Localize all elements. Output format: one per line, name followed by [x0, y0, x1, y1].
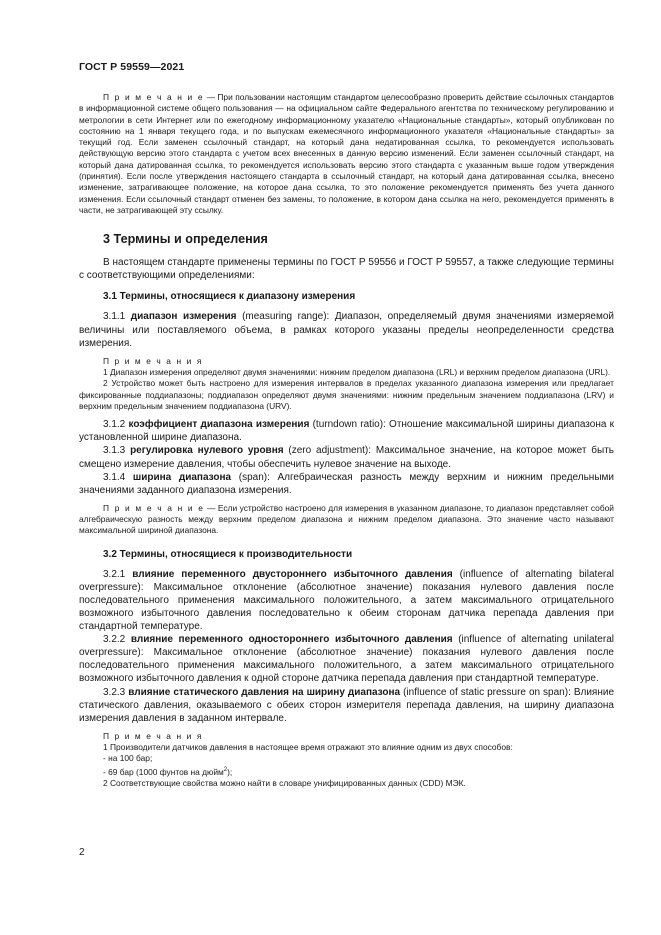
notes-label-text: П р и м е ч а н и я [103, 355, 203, 366]
notes-label [79, 356, 614, 367]
term-definition: (zero adjustment): Максимальное значение, на которое может быть смещено измерение давления, чтобы обеспечить нулевое значение на выходе. [79, 445, 614, 470]
note-3-1-1-2: 2 Устройство может быть настроено для измерения интервалов в пределах указанного диапазона измерения или предлагает фиксированные поддиапазоны; поддиапазон определяют двумя значениями: нижним предельным значением поддиапазона (LRV) и верхним предельным значением поддиапазона (URV). [79, 378, 614, 411]
term-number: 3.2.3 [103, 686, 129, 698]
note-3-2-3-1a: - на 100 бар; [103, 753, 153, 764]
term-3-2-1 [79, 568, 614, 633]
term-name: коэффициент диапазона измерения [128, 419, 310, 431]
term-number: 3.1.4 [103, 471, 133, 483]
note-text: ); [227, 766, 233, 777]
term-number: 3.1.2 [103, 419, 129, 431]
term-definition: (influence of alternating unilateral overpressure): Максимальное отклонение (абсолютное значение) показания нулевого давления после последовательного применения максимального положительного, а затем максимального отрицательного возможного избыточного давления к одной стороне датчика перепада давления при стандартной температуре. [79, 634, 614, 685]
section-3-intro: В настоящем стандарте применены термины по ГОСТ Р 59556 и ГОСТ Р 59557, а также следующие термины с соответствующими определениями: [79, 257, 614, 282]
term-definition: (measuring range): Диапазон, определяемый двумя значениями измеряемой величины или поставляемого объема, в рамках которого указаны пределы неопределенности средства измерения. [79, 311, 614, 349]
page-content [79, 92, 614, 789]
section-3-title: 3 Термины и определения [103, 232, 268, 247]
note-text: — При пользовании настоящим стандартом целесообразно проверить действие ссылочных стандартов в информационной системе общего пользования — на официальном сайте Федерального агентства по техническому регулированию и метрологии в сети Интернет или по ежегодному информационному указателю «Национальные стандарты», который опубликован по состоянию на 1 января текущего года, и по выпускам ежемесячного информационного указателя «Национальные стандарты» за текущий год. Если заменен ссылочный стандарт, на который дана недатированная ссылка, то рекомендуется использовать действующую версию этого стандарта с учетом всех внесенных в данную версию изменений. Если заменен ссылочный стандарт, на который дана датированная ссылка, то рекомендуется использовать версию этого стандарта с указанным выше годом утверждения (принятия). Если после утверждения настоящего стандарта в ссылочный стандарт, на который дана датированная ссылка, внесено изменение, затрагивающее положение, на которое дана ссылка, то это положение рекомендуется применять без учета данного изменения. Если ссылочный стандарт отменен без замены, то положение, в котором дана ссылка на него, рекомендуется применять в части, не затрагивающей эту ссылку. [79, 92, 614, 215]
term-3-2-2 [79, 633, 614, 685]
note-3-2-3-2: 2 Соответствующие свойства можно найти в словаре унифицированных данных (CDD) МЭК. [103, 777, 466, 788]
term-3-1-1 [79, 310, 614, 349]
term-3-1-4 [79, 471, 614, 497]
note-label: П р и м е ч а н и е [103, 92, 205, 102]
term-3-2-3 [79, 686, 614, 725]
term-number: 3.1.3 [103, 445, 131, 457]
note-references [79, 92, 614, 216]
term-definition: (influence of alternating bilateral overpressure): Максимальное отклонение (абсолютное значение) показания нулевого давления после последовательного применения максимального положительного, а затем максимального отрицательного возможного избыточного давления последовательно к обеим сторонам датчика перепада давления при стандартной температуре. [79, 568, 615, 633]
subsection-3-1-title: 3.1 Термины, относящиеся к диапазону измерения [103, 291, 356, 303]
term-definition: (influence of static pressure on span): Влияние статического давления, оказываемого с обеих сторон измерителя перепада давления, на ширину диапазона измерения давления в заданном интервале. [79, 686, 614, 724]
term-number: 3.1.1 [103, 311, 131, 323]
notes-label-text: П р и м е ч а н и я [103, 730, 203, 741]
document-header: ГОСТ Р 59559—2021 [79, 61, 185, 73]
term-name: диапазон измерения [130, 311, 237, 323]
term-definition: (span): Алгебраическая разность между верхним и нижним предельными значениями заданного диапазона измерения. [79, 471, 614, 496]
note-3-1-4 [79, 503, 614, 537]
term-number: 3.2.1 [103, 568, 133, 580]
term-name: влияние переменного двустороннего избыточного давления [132, 568, 453, 580]
note-label: П р и м е ч а н и е [103, 502, 205, 513]
term-name: влияние статического давления на ширину диапазона [128, 686, 401, 698]
subsection-3-2-title: 3.2 Термины, относящиеся к производительности [103, 548, 353, 560]
term-name: влияние переменного одностороннего избыточного давления [130, 634, 453, 646]
notes-label [79, 731, 614, 742]
note-text: - 69 бар (1000 фунтов на дюйм [103, 766, 224, 777]
term-name: регулировка нулевого уровня [130, 445, 284, 457]
superscript: 2 [223, 766, 228, 773]
term-number: 3.2.2 [103, 634, 131, 646]
page-number: 2 [79, 847, 85, 858]
note-3-2-3-1: 1 Производители датчиков давления в настоящее время отражают это влияние одним из двух способов: [103, 742, 513, 753]
term-3-1-3 [79, 444, 614, 470]
term-definition: (turndown ratio): Отношение максимальной ширины диапазона к установленной ширине диапазона. [79, 419, 614, 444]
note-text: — Если устройство настроено для измерения в указанном диапазоне, то диапазон представляет собой алгебраическую разность между верхним пределом диапазона и нижним пределом диапазона. Это значение часто называют максимальной шириной диапазона. [79, 502, 614, 536]
note-3-2-3-1b [79, 765, 614, 778]
term-3-1-2 [79, 418, 614, 444]
term-name: ширина диапазона [132, 471, 232, 483]
note-3-1-1-1: 1 Диапазон измерения определяют двумя значениями: нижним пределом диапазона (LRL) и верхним пределом диапазона (URL). [103, 367, 611, 378]
